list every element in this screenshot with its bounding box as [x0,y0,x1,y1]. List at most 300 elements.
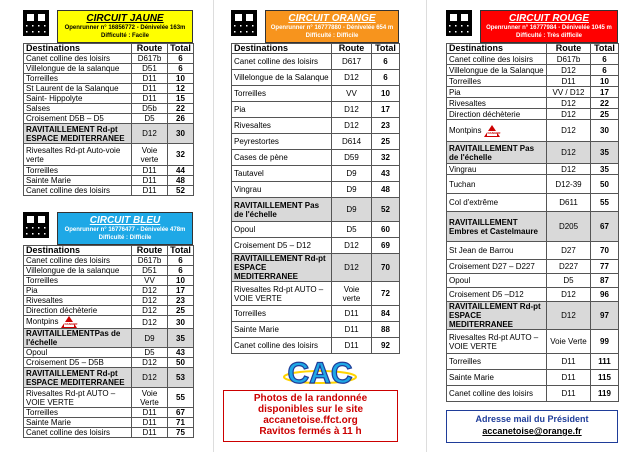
cell-total: 84 [372,306,400,322]
cell-total: 88 [372,322,400,338]
cell-total: 48 [372,182,400,198]
cell-total: 71 [168,418,194,428]
table-row [24,296,194,306]
table-row [232,222,400,238]
cell-total: 6 [168,266,194,276]
table-row [24,418,194,428]
cell-total: 10 [168,74,194,84]
table-row [24,124,194,144]
cell-destination: Rivesaltes [24,296,132,306]
cell-route: D12 [132,358,168,368]
cell-destination: RAVITAILLEMENT Rd-pt ESPACE MEDITERRANEE [447,302,547,330]
cell-total: 69 [372,238,400,254]
cell-destination: Torreilles [447,354,547,370]
header-destinations: Destinations [447,44,547,54]
cell-route: D11 [132,84,168,94]
table-row [447,54,619,65]
circuit-openrunner: Openrunner n° 16776477 - Dénivelée 478m [64,227,186,233]
cell-total: 6 [168,54,194,64]
cell-route: D11 [132,176,168,186]
table-row [24,186,194,196]
cell-destination: Rivesaltes Rd-pt AUTO – VOIE VERTE [232,282,332,306]
cell-total: 15 [168,94,194,104]
header-destinations: Destinations [24,246,132,256]
fold-line-left [213,0,214,452]
cell-total: 70 [591,242,619,260]
table-row [24,104,194,114]
cell-route: Voie Verte [547,330,591,354]
cell-total: 52 [372,198,400,222]
table-row [447,302,619,330]
photo-info-box [223,390,398,442]
cell-route: D51 [132,266,168,276]
cell-destination: Villelongue de la salanque [24,64,132,74]
cell-route: Voie verte [332,282,372,306]
cell-total: 43 [168,348,194,358]
cell-route: D12 [132,286,168,296]
table-row [447,142,619,164]
cell-total: 52 [168,186,194,196]
cac-logo [283,353,358,391]
cell-total: 92 [372,338,400,354]
table-row [24,408,194,418]
cell-destination: RAVITAILLEMENT Pas de l'échelle [447,142,547,164]
mail-info-box [446,410,618,443]
cell-total: 55 [591,194,619,212]
cell-destination: Villelongue de la Salanque [232,70,332,86]
cell-route: D51 [132,64,168,74]
cell-route: D617b [547,54,591,65]
qr-code-icon [23,212,49,238]
cell-destination: Direction déchèterie [24,306,132,316]
table-row [232,134,400,150]
table-row [447,164,619,175]
table-row [232,282,400,306]
cell-destination: Sainte Marie [24,418,132,428]
cell-destination: Direction déchèterie [447,109,547,120]
table-row [232,150,400,166]
cell-total: 17 [591,87,619,98]
table-row [447,354,619,370]
header-destinations: Destinations [232,44,332,54]
table-row [447,120,619,142]
cell-destination: Salses [24,104,132,114]
header-total: Total [168,44,194,54]
table-row [232,182,400,198]
table-row [232,254,400,282]
table-row [232,102,400,118]
cell-total: 10 [591,76,619,87]
table-row [24,176,194,186]
panel-orange [231,10,399,354]
table-row [447,330,619,354]
fold-line-right [426,0,427,452]
cell-route: D617b [132,54,168,64]
table-row [24,368,194,388]
cell-destination: Montpins DANGER [24,316,132,329]
photo-line-1: Photos de la randonnée [253,393,368,404]
cell-destination: Torreilles [232,306,332,322]
photo-line-2: disponibles sur le site [257,404,364,415]
cell-destination: Rivesaltes [447,98,547,109]
header-route: Route [132,246,168,256]
table-row [24,388,194,408]
cell-destination: Villelongue de la salanque [24,266,132,276]
cell-total: 30 [168,124,194,144]
cell-total: 96 [591,288,619,302]
cell-route: D11 [547,354,591,370]
cell-destination: Canet colline des loisirs [232,54,332,70]
cell-route: D614 [332,134,372,150]
cell-destination: Torreilles [24,276,132,286]
cell-route: D12 [132,316,168,329]
cell-total: 10 [372,86,400,102]
cell-total: 6 [372,54,400,70]
table-row [232,86,400,102]
table-row [24,358,194,368]
cell-destination: Saint- Hippolyte [24,94,132,104]
cell-destination: Torreilles [232,86,332,102]
cell-route: D11 [332,338,372,354]
header-total: Total [372,44,400,54]
header-orange [231,10,399,43]
cell-route: D5 [132,348,168,358]
table-row [24,74,194,84]
header-jaune [23,10,193,43]
cell-total: 50 [168,358,194,368]
cell-total: 26 [168,114,194,124]
cell-route: D11 [132,428,168,438]
cell-total: 97 [591,302,619,330]
cell-route: D59 [332,150,372,166]
cell-route: D205 [547,212,591,242]
table-row [24,166,194,176]
table-row [447,109,619,120]
table-row [24,54,194,64]
circuit-difficulty: Difficulté : Difficile [98,235,152,241]
cell-total: 17 [168,286,194,296]
cell-destination: Sainte Marie [24,176,132,186]
cell-total: 23 [168,296,194,306]
qr-code-icon [231,10,257,36]
cell-total: 72 [372,282,400,306]
cell-total: 35 [591,164,619,175]
table-row [447,76,619,87]
danger-label: DANGER [64,322,78,326]
cell-total: 12 [168,84,194,94]
cell-destination: RAVITAILLEMENT Pas de l'échelle [232,198,332,222]
cell-destination: Pia [24,286,132,296]
circuit-difficulty: Difficulté : Facile [100,33,149,39]
panel-rouge [446,10,618,402]
cell-total: 50 [591,175,619,194]
cell-total: 25 [591,109,619,120]
cell-total: 25 [168,306,194,316]
cell-total: 119 [591,386,619,402]
table-row [232,166,400,182]
header-route: Route [547,44,591,54]
cell-route: D12 [132,306,168,316]
cell-total: 75 [168,428,194,438]
cell-route: D5b [132,104,168,114]
cell-destination: Pia [232,102,332,118]
cell-route: D11 [132,166,168,176]
table-row [24,286,194,296]
cell-route: D11 [132,74,168,84]
cell-destination: RAVITAILLEMENT Rd-pt ESPACE MEDITERRANEE [24,124,132,144]
table-row [447,175,619,194]
table-row [232,118,400,134]
cell-total: 60 [372,222,400,238]
cell-destination: Croisement D5B – D5 [24,114,132,124]
table-row [24,144,194,166]
cell-destination: Sainte Marie [232,322,332,338]
qr-code-icon [446,10,472,36]
cell-route: D11 [332,322,372,338]
cell-route: D9 [332,182,372,198]
table-row [24,94,194,104]
route-table-bleu [23,245,194,438]
cell-route: D11 [132,186,168,196]
cell-route: VV [132,276,168,286]
cell-route: D11 [132,418,168,428]
route-table-jaune [23,43,194,196]
cell-total: 32 [372,150,400,166]
cell-route: Voie verte [132,144,168,166]
cell-route: D617b [132,256,168,266]
rows-rouge [447,54,619,402]
cell-route: D5 [132,114,168,124]
cell-total: 55 [168,388,194,408]
cell-total: 30 [591,120,619,142]
cell-destination: Rivesaltes Rd-pt Auto-voie verte [24,144,132,166]
table-row [24,256,194,266]
cell-total: 70 [372,254,400,282]
table-row [232,306,400,322]
photo-website-link[interactable]: accanetoise.ffct.org [263,415,358,426]
cell-total: 35 [168,329,194,348]
table-row [232,54,400,70]
header-route: Route [332,44,372,54]
cell-destination: Opoul [232,222,332,238]
cell-total: 115 [591,370,619,386]
table-row [24,348,194,358]
cell-total: 43 [372,166,400,182]
cell-route: D5 [332,222,372,238]
cell-destination: Rivesaltes Rd-pt AUTO – VOIE VERTE [447,330,547,354]
table-row [447,386,619,402]
cell-destination: Croisement D27 – D227 [447,260,547,274]
circuit-difficulty: Difficulté : Difficile [305,33,359,39]
table-row [24,114,194,124]
cell-destination: Vingrau [447,164,547,175]
cell-route: D617 [332,54,372,70]
cell-destination: Canet colline des loisirs [24,428,132,438]
cell-total: 111 [591,354,619,370]
table-row [447,370,619,386]
mail-label: Adresse mail du Président [475,414,589,424]
circuit-title: CIRCUIT BLEU [89,215,161,226]
cell-total: 44 [168,166,194,176]
cell-destination: Croisement D5 –D12 [447,288,547,302]
cell-destination: Canet colline des loisirs [447,54,547,65]
table-row [24,64,194,74]
ravitos-notice: Ravitos fermés à 11 h [259,426,362,437]
cell-route: D12 [132,296,168,306]
cell-destination: Torreilles [24,166,132,176]
table-row [447,242,619,260]
cell-route: VV [332,86,372,102]
cell-destination: RAVITAILLEMENT Rd-pt ESPACE MEDITERRANEE [232,254,332,282]
cell-route: VV / D12 [547,87,591,98]
cell-destination: St Jean de Barrou [447,242,547,260]
cell-total: 32 [168,144,194,166]
cell-route: D12 [332,118,372,134]
cell-total: 53 [168,368,194,388]
header-total: Total [591,44,619,54]
cell-total: 67 [168,408,194,418]
cell-total: 6 [168,64,194,74]
table-row [24,316,194,329]
cell-destination: Rivesaltes Rd-pt AUTO – VOIE VERTE [24,388,132,408]
cell-destination: Canet colline des loisirs [447,386,547,402]
header-rouge [446,10,618,43]
cell-destination: Vingrau [232,182,332,198]
circuit-openrunner: Openrunner n° 16777984 - Dénivelée 1045 m [486,25,612,31]
cell-route: D12 [547,120,591,142]
cell-route: D11 [132,94,168,104]
cell-destination: Canet colline des loisirs [232,338,332,354]
mail-address-link[interactable]: accanetoise@orange.fr [482,426,582,436]
cell-route: D12 [547,288,591,302]
cell-route: D11 [547,386,591,402]
table-row [447,65,619,76]
cell-route: D9 [132,329,168,348]
cell-total: 22 [591,98,619,109]
cell-route: D12 [547,164,591,175]
cell-destination: Canet colline des loisirs [24,54,132,64]
cell-route: D12 [547,302,591,330]
circuit-title: CIRCUIT ORANGE [288,13,376,24]
cell-route: D5 [547,274,591,288]
cell-total: 6 [168,256,194,266]
table-row [232,198,400,222]
cell-total: 10 [168,276,194,286]
rows-bleu [24,256,194,438]
table-row [24,428,194,438]
logo-letters: CAC [287,357,353,390]
cell-route: D12 [547,109,591,120]
header-total: Total [168,246,194,256]
table-row [447,288,619,302]
circuit-openrunner: Openrunner n° 16856772 - Dénivelée 163m [64,25,186,31]
cell-destination: Canet colline des loisirs [24,186,132,196]
circuit-openrunner: Openrunner n° 16777880 - Dénivelée 654 m [270,25,394,31]
cell-destination: Cases de pène [232,150,332,166]
cell-total: 48 [168,176,194,186]
cell-total: 77 [591,260,619,274]
cell-total: 25 [372,134,400,150]
cell-destination: RAVITAILLEMENT Embres et Castelmaure [447,212,547,242]
cell-route: D9 [332,166,372,182]
table-row [24,276,194,286]
cell-route: D12 [132,368,168,388]
cell-destination: St Laurent de la Salanque [24,84,132,94]
table-row [24,306,194,316]
cell-destination: Tautavel [232,166,332,182]
danger-sign-icon [484,125,500,137]
cell-route: D12 [547,98,591,109]
cell-destination: Torreilles [24,74,132,84]
cell-destination: RAVITAILLEMENTPas de l'échelle [24,329,132,348]
cell-route: D12-39 [547,175,591,194]
title-box-rouge [480,10,618,43]
cell-destination: Rivesaltes [232,118,332,134]
cell-route: D11 [332,306,372,322]
cell-route: D11 [547,370,591,386]
cell-route: D11 [132,408,168,418]
cell-total: 6 [591,65,619,76]
danger-sign-icon [61,316,77,328]
table-row [24,329,194,348]
cell-destination: Pia [447,87,547,98]
rows-orange [232,54,400,354]
cell-destination: Villelongue de la Salanque [447,65,547,76]
cell-route: D12 [332,254,372,282]
cell-total: 6 [591,54,619,65]
table-row [24,84,194,94]
cell-total: 17 [372,102,400,118]
cell-route: Voie Verte [132,388,168,408]
qr-code-icon [23,10,49,36]
route-table-rouge [446,43,619,402]
title-box-jaune [57,10,193,43]
table-row [232,238,400,254]
table-row [447,87,619,98]
cell-destination: Opoul [447,274,547,288]
cell-destination: Montpins DANGER [447,120,547,142]
panel-bleu [23,212,193,438]
cell-total: 30 [168,316,194,329]
cell-route: D27 [547,242,591,260]
cell-route: D12 [332,238,372,254]
rows-jaune [24,54,194,196]
table-row [447,274,619,288]
title-box-bleu [57,212,193,245]
table-row [24,266,194,276]
cell-destination: Tuchan [447,175,547,194]
cell-route: D12 [547,142,591,164]
circuit-title: CIRCUIT ROUGE [509,13,589,24]
table-row [447,212,619,242]
cell-total: 99 [591,330,619,354]
cell-route: D12 [332,102,372,118]
cell-destination: Canet colline des loisirs [24,256,132,266]
table-row [232,338,400,354]
cell-destination: Col d'extrême [447,194,547,212]
header-bleu [23,212,193,245]
cell-destination: Croisement D5 – D5B [24,358,132,368]
cell-destination: Peyrestortes [232,134,332,150]
cell-route: D11 [547,76,591,87]
cell-route: D227 [547,260,591,274]
table-row [232,322,400,338]
circuit-title: CIRCUIT JAUNE [86,13,164,24]
panel-jaune [23,10,193,196]
cell-route: D12 [332,70,372,86]
cell-total: 87 [591,274,619,288]
cell-route: D9 [332,198,372,222]
